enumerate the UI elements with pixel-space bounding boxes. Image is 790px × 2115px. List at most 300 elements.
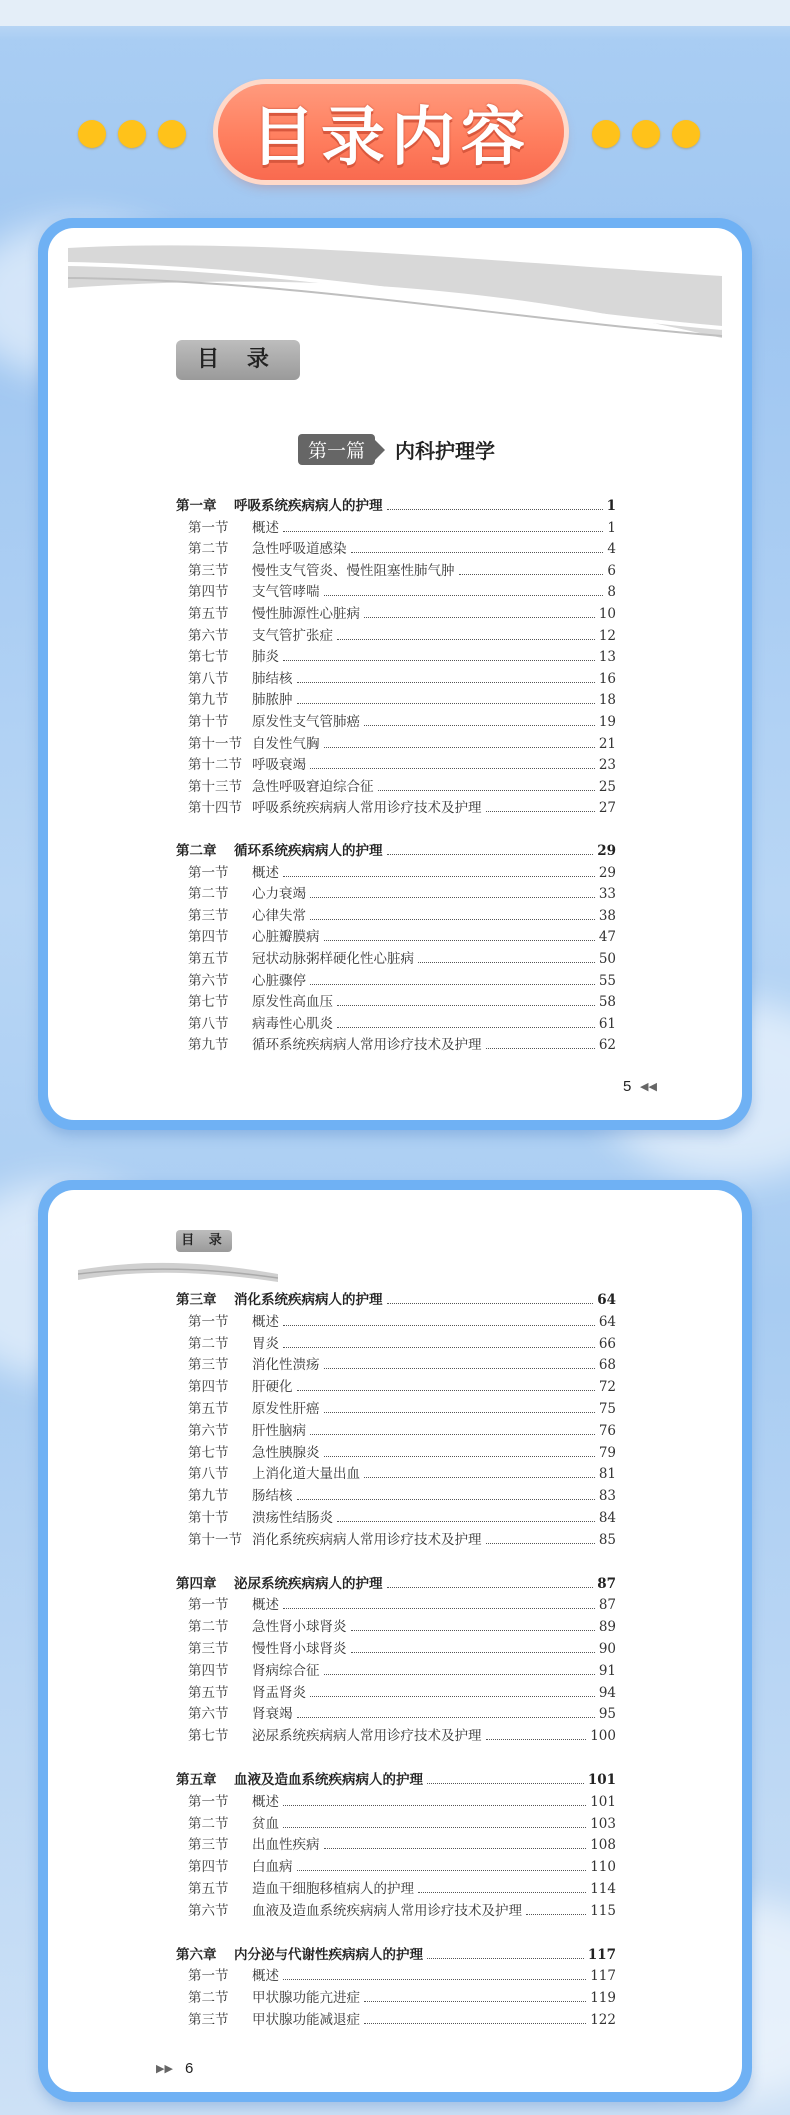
section-number: 第二节 <box>188 1815 229 1832</box>
page-ref: 64 <box>597 1292 616 1308</box>
page-ref: 27 <box>598 800 616 817</box>
toc-section-row <box>188 1012 616 1032</box>
section-title: 概述 <box>252 1793 279 1810</box>
top-band <box>0 0 790 26</box>
page-ref: 8 <box>607 584 616 601</box>
section-number: 第八节 <box>188 1015 229 1032</box>
page-ref: 114 <box>590 1881 616 1897</box>
toc-section-row <box>188 1353 616 1373</box>
dot-leader <box>310 1696 595 1697</box>
section-title: 心脏瓣膜病 <box>252 929 320 946</box>
page-ref: 21 <box>598 735 616 752</box>
page-ref: 84 <box>598 1510 616 1526</box>
section-number: 第四节 <box>188 1859 229 1876</box>
right-dots-decoration <box>592 120 700 148</box>
section-number: 第六节 <box>188 1422 229 1439</box>
dot-leader <box>337 639 595 640</box>
dot-leader <box>297 1870 587 1871</box>
toc-section-row <box>188 1702 616 1722</box>
page-ref: 47 <box>598 929 616 946</box>
section-number: 第一节 <box>188 864 229 881</box>
toc-chapter-row <box>176 1572 616 1592</box>
section-number: 第六节 <box>188 627 229 644</box>
toc-section-row <box>188 1724 616 1744</box>
toc-section-row <box>188 1419 616 1439</box>
page-ref: 13 <box>598 649 616 666</box>
section-title: 病毒性心肌炎 <box>252 1015 333 1032</box>
dot-leader <box>337 1027 595 1028</box>
toc-chapter-row <box>176 839 616 859</box>
page-ref: 103 <box>590 1815 616 1832</box>
section-title: 心律失常 <box>252 907 306 924</box>
section-title: 概述 <box>252 1597 279 1614</box>
page-arrow-icon: ◀◀ <box>640 1081 657 1093</box>
toc-section-row <box>188 537 616 557</box>
toc-section-row <box>188 1310 616 1330</box>
part-label: 第一篇 <box>298 434 375 465</box>
toc-section-row <box>188 1812 616 1832</box>
dot-leader <box>486 1739 587 1740</box>
toc-section-row <box>188 775 616 795</box>
toc-heading: 目 录 <box>176 1230 232 1252</box>
page-ref: 10 <box>598 606 616 622</box>
page-number: 5 <box>623 1078 632 1095</box>
toc-section-row <box>188 688 616 708</box>
section-title: 出血性疾病 <box>252 1837 320 1854</box>
page-number: 6 <box>185 2060 194 2077</box>
section-number: 第十节 <box>188 714 229 730</box>
section-title: 消化系统疾病病人常用诊疗技术及护理 <box>252 1531 482 1548</box>
page-ref: 55 <box>598 972 616 989</box>
swoosh-decoration <box>48 228 742 358</box>
toc-section-row <box>188 667 616 687</box>
section-title: 泌尿系统疾病病人常用诊疗技术及护理 <box>252 1728 482 1745</box>
section-number: 第四节 <box>188 1662 229 1679</box>
page-ref: 87 <box>597 1575 616 1592</box>
section-title: 支气管哮喘 <box>252 584 320 601</box>
page-ref: 83 <box>598 1488 616 1505</box>
dot-leader <box>297 1390 595 1391</box>
page-ref: 33 <box>598 886 616 903</box>
section-title: 循环系统疾病病人常用诊疗技术及护理 <box>252 1037 482 1054</box>
dot-leader <box>418 962 595 963</box>
section-title: 原发性高血压 <box>252 994 333 1011</box>
section-number: 第七节 <box>188 1444 229 1461</box>
dot-leader <box>364 617 595 618</box>
dot-leader <box>364 2023 586 2024</box>
toc-section-row <box>188 1833 616 1853</box>
page-ref: 90 <box>598 1641 616 1657</box>
part-header <box>298 434 495 465</box>
dot-leader <box>418 1892 586 1893</box>
toc-section-row <box>188 969 616 989</box>
section-number: 第十一节 <box>188 735 242 752</box>
section-number: 第六节 <box>188 972 229 989</box>
section-number: 第九节 <box>188 1488 229 1505</box>
toc-chapter-row <box>176 1288 616 1308</box>
toc-section-row <box>188 1033 616 1053</box>
dot-leader <box>351 1652 595 1653</box>
chapter-title: 泌尿系统疾病病人的护理 <box>234 1575 383 1592</box>
section-title: 上消化道大量出血 <box>252 1466 360 1483</box>
chapter-number: 第三章 <box>176 1292 217 1308</box>
section-number: 第十节 <box>188 1510 229 1526</box>
part-title: 内科护理学 <box>395 439 496 463</box>
dot-leader <box>364 2001 586 2002</box>
dot-leader <box>427 1958 584 1959</box>
section-number: 第二节 <box>188 886 229 903</box>
page-ref: 85 <box>598 1531 616 1548</box>
dot-leader <box>387 509 603 510</box>
section-title: 肾病综合征 <box>252 1662 320 1679</box>
dot-leader <box>486 1543 595 1544</box>
section-number: 第十四节 <box>188 800 242 817</box>
section-number: 第一节 <box>188 1968 229 1985</box>
toc-section-row <box>188 1441 616 1461</box>
toc-section-row <box>188 732 616 752</box>
toc-page-1-card <box>38 218 752 1130</box>
page-ref: 1 <box>607 519 616 536</box>
dot-leader <box>324 747 595 748</box>
toc-section-row <box>188 796 616 816</box>
page-ref: 61 <box>598 1015 616 1032</box>
toc-section-row <box>188 1899 616 1919</box>
section-number: 第三节 <box>188 1641 229 1657</box>
section-title: 概述 <box>252 1968 279 1985</box>
chapter-title: 消化系统疾病病人的护理 <box>234 1292 383 1308</box>
dot-leader <box>297 1717 595 1718</box>
section-title: 白血病 <box>252 1859 293 1876</box>
section-title: 原发性支气管肺癌 <box>252 714 360 730</box>
dot-leader <box>283 1347 595 1348</box>
section-title: 肾衰竭 <box>252 1706 293 1723</box>
section-number: 第十二节 <box>188 757 242 774</box>
toc-section-row <box>188 1484 616 1504</box>
section-number: 第五节 <box>188 606 229 622</box>
chapter-title: 内分泌与代谢性疾病病人的护理 <box>234 1946 423 1963</box>
page-ref: 75 <box>598 1401 616 1417</box>
page-ref: 100 <box>590 1728 616 1745</box>
toc-section-row <box>188 602 616 622</box>
toc-section-row <box>188 925 616 945</box>
left-dots-decoration <box>78 120 186 148</box>
dot-leader <box>324 940 595 941</box>
section-number: 第五节 <box>188 951 229 967</box>
toc-section-row <box>188 1855 616 1875</box>
dot-leader <box>337 1005 595 1006</box>
page-ref: 68 <box>598 1357 616 1374</box>
page-arrow-icon: ▶▶ <box>156 2063 173 2075</box>
section-title: 贫血 <box>252 1815 279 1832</box>
section-title: 概述 <box>252 1313 279 1330</box>
page-ref: 101 <box>587 1772 616 1788</box>
toc-chapter-row <box>176 1768 616 1788</box>
page-ref: 115 <box>590 1902 616 1919</box>
section-number: 第一节 <box>188 1793 229 1810</box>
section-title: 心脏骤停 <box>252 972 306 989</box>
toc-section-row <box>188 1375 616 1395</box>
section-title: 呼吸系统疾病病人常用诊疗技术及护理 <box>252 800 482 817</box>
dot-leader <box>283 531 603 532</box>
toc-section-row <box>188 1506 616 1526</box>
dot-leader <box>324 1848 587 1849</box>
section-number: 第五节 <box>188 1401 229 1417</box>
dot-leader <box>387 1587 594 1588</box>
toc-section-row <box>188 2008 616 2028</box>
section-title: 慢性肾小球肾炎 <box>252 1641 347 1657</box>
banner-title-pill <box>218 84 564 180</box>
page-ref: 76 <box>598 1422 616 1439</box>
toc-section-row <box>188 645 616 665</box>
section-number: 第一节 <box>188 1313 229 1330</box>
part-arrow-icon <box>375 440 385 460</box>
section-number: 第三节 <box>188 1837 229 1854</box>
dot-leader <box>297 703 595 704</box>
toc-section-row <box>188 882 616 902</box>
section-number: 第一节 <box>188 1597 229 1614</box>
section-number: 第三节 <box>188 2012 229 2028</box>
page-ref: 50 <box>598 951 616 967</box>
page-ref: 122 <box>590 2012 616 2028</box>
page-ref: 16 <box>598 670 616 687</box>
page-ref: 117 <box>587 1946 616 1963</box>
page-ref: 79 <box>598 1444 616 1461</box>
page-ref: 19 <box>598 714 616 730</box>
toc-section-row <box>188 710 616 730</box>
page-ref: 101 <box>590 1793 616 1810</box>
section-title: 血液及造血系统疾病病人常用诊疗技术及护理 <box>252 1902 522 1919</box>
section-title: 概述 <box>252 864 279 881</box>
dot-leader <box>427 1783 584 1784</box>
section-number: 第十一节 <box>188 1531 242 1548</box>
page-ref: 4 <box>607 541 616 558</box>
page-ref: 29 <box>598 864 616 881</box>
section-title: 自发性气胸 <box>252 735 320 752</box>
chapter-title: 循环系统疾病病人的护理 <box>234 843 383 859</box>
dot-leader <box>283 660 595 661</box>
toc-page-1 <box>48 228 742 1120</box>
chapter-number: 第一章 <box>176 498 217 514</box>
toc-section-row <box>188 580 616 600</box>
dot-leader <box>364 725 595 726</box>
chapter-number: 第六章 <box>176 1946 217 1963</box>
section-number: 第二节 <box>188 1990 229 2007</box>
toc-chapter-row <box>176 1943 616 1963</box>
banner-title: 目录内容 <box>251 101 531 175</box>
section-number: 第二节 <box>188 1619 229 1636</box>
page-ref: 117 <box>590 1968 616 1985</box>
section-number: 第八节 <box>188 670 229 687</box>
dot-leader <box>324 1674 595 1675</box>
section-title: 慢性支气管炎、慢性阻塞性肺气肿 <box>252 562 455 579</box>
section-title: 支气管扩张症 <box>252 627 333 644</box>
toc-section-row <box>188 624 616 644</box>
section-title: 消化性溃疡 <box>252 1357 320 1374</box>
chapter-number: 第五章 <box>176 1772 217 1788</box>
toc-section-row <box>188 1964 616 1984</box>
toc-section-row <box>188 1615 616 1635</box>
section-number: 第五节 <box>188 1684 229 1701</box>
dot-leader <box>324 595 604 596</box>
dot-leader <box>324 1368 595 1369</box>
section-title: 呼吸衰竭 <box>252 757 306 774</box>
toc-section-row <box>188 1332 616 1352</box>
dot-leader <box>283 1608 595 1609</box>
dot-leader <box>387 854 594 855</box>
page-ref: 66 <box>598 1335 616 1352</box>
section-title: 肺炎 <box>252 649 279 666</box>
dot-leader <box>297 682 595 683</box>
toc-section-row <box>188 1462 616 1482</box>
dot-leader <box>310 919 595 920</box>
toc-section-row <box>188 1877 616 1897</box>
dot-leader <box>283 876 595 877</box>
dot-leader <box>283 1325 595 1326</box>
page-ref: 95 <box>598 1706 616 1723</box>
page-ref: 110 <box>590 1859 616 1876</box>
section-title: 肠结核 <box>252 1488 293 1505</box>
toc-section-row <box>188 1659 616 1679</box>
section-title: 急性胰腺炎 <box>252 1444 320 1461</box>
section-title: 概述 <box>252 519 279 536</box>
section-title: 肺结核 <box>252 670 293 687</box>
section-number: 第七节 <box>188 1728 229 1745</box>
dot-leader <box>310 1434 595 1435</box>
toc-section-row <box>188 753 616 773</box>
toc-page-2-card <box>38 1180 752 2102</box>
section-number: 第六节 <box>188 1706 229 1723</box>
dot-leader <box>459 574 604 575</box>
dot-leader <box>310 768 595 769</box>
section-number: 第八节 <box>188 1466 229 1483</box>
dot-leader <box>378 790 595 791</box>
dot-leader <box>486 1048 595 1049</box>
section-title: 肝性脑病 <box>252 1422 306 1439</box>
section-title: 冠状动脉粥样硬化性心脏病 <box>252 951 414 967</box>
section-number: 第三节 <box>188 562 229 579</box>
page-ref: 119 <box>590 1990 616 2007</box>
toc-section-row <box>188 1637 616 1657</box>
toc-section-row <box>188 904 616 924</box>
page-ref: 62 <box>598 1037 616 1054</box>
section-number: 第二节 <box>188 1335 229 1352</box>
chapter-number: 第四章 <box>176 1575 217 1592</box>
page-ref: 72 <box>598 1379 616 1396</box>
section-number: 第三节 <box>188 1357 229 1374</box>
page-ref: 87 <box>598 1597 616 1614</box>
section-title: 心力衰竭 <box>252 886 306 903</box>
toc-chapter-row <box>176 494 616 514</box>
section-number: 第十三节 <box>188 778 242 795</box>
section-number: 第一节 <box>188 519 229 536</box>
dot-leader <box>486 811 595 812</box>
section-title: 溃疡性结肠炎 <box>252 1510 333 1526</box>
dot-leader <box>526 1914 586 1915</box>
page-ref: 64 <box>598 1313 616 1330</box>
section-title: 原发性肝癌 <box>252 1401 320 1417</box>
page-ref: 12 <box>598 627 616 644</box>
page-ref: 81 <box>598 1466 616 1483</box>
page-ref: 58 <box>598 994 616 1011</box>
section-number: 第七节 <box>188 994 229 1011</box>
toc-section-row <box>188 559 616 579</box>
toc-section-row <box>188 1986 616 2006</box>
toc-section-row <box>188 516 616 536</box>
page-ref: 18 <box>598 692 616 709</box>
toc-section-row <box>188 1528 616 1548</box>
page-ref: 108 <box>590 1837 616 1854</box>
section-title: 甲状腺功能亢进症 <box>252 1990 360 2007</box>
chapter-number: 第二章 <box>176 843 217 859</box>
dot-leader <box>351 552 604 553</box>
section-number: 第九节 <box>188 692 229 709</box>
dot-leader <box>310 897 595 898</box>
section-number: 第四节 <box>188 584 229 601</box>
section-number: 第四节 <box>188 929 229 946</box>
section-number: 第五节 <box>188 1881 229 1897</box>
page-ref: 38 <box>598 907 616 924</box>
page-ref: 94 <box>598 1684 616 1701</box>
dot-leader <box>351 1630 595 1631</box>
toc-section-row <box>188 990 616 1010</box>
dot-leader <box>387 1303 594 1304</box>
dot-leader <box>337 1521 595 1522</box>
section-title: 造血干细胞移植病人的护理 <box>252 1881 414 1897</box>
dot-leader <box>324 1412 595 1413</box>
toc-page-2 <box>48 1190 742 2092</box>
dot-leader <box>310 984 595 985</box>
section-title: 急性肾小球肾炎 <box>252 1619 347 1636</box>
page-ref: 89 <box>598 1619 616 1636</box>
section-number: 第九节 <box>188 1037 229 1054</box>
page-ref: 6 <box>607 562 616 579</box>
toc-section-row <box>188 1681 616 1701</box>
dot-leader <box>324 1456 595 1457</box>
dot-leader <box>283 1979 586 1980</box>
section-title: 急性呼吸窘迫综合征 <box>252 778 374 795</box>
section-number: 第二节 <box>188 541 229 558</box>
page-ref: 91 <box>598 1662 616 1679</box>
dot-leader <box>283 1805 586 1806</box>
section-number: 第四节 <box>188 1379 229 1396</box>
toc-section-row <box>188 1593 616 1613</box>
section-title: 肾盂肾炎 <box>252 1684 306 1701</box>
dot-leader <box>364 1477 595 1478</box>
toc-section-row <box>188 1790 616 1810</box>
section-title: 肝硬化 <box>252 1379 293 1396</box>
page-ref: 29 <box>597 843 616 859</box>
toc-section-row <box>188 861 616 881</box>
toc-section-row <box>188 1397 616 1417</box>
section-number: 第七节 <box>188 649 229 666</box>
section-title: 胃炎 <box>252 1335 279 1352</box>
chapter-title: 呼吸系统疾病病人的护理 <box>234 498 383 514</box>
chapter-title: 血液及造血系统疾病病人的护理 <box>234 1772 423 1788</box>
section-title: 慢性肺源性心脏病 <box>252 606 360 622</box>
dot-leader <box>297 1499 595 1500</box>
page-ref: 25 <box>598 778 616 795</box>
toc-heading: 目 录 <box>176 340 300 380</box>
page-ref: 23 <box>598 757 616 774</box>
section-title: 甲状腺功能减退症 <box>252 2012 360 2028</box>
toc-section-row <box>188 947 616 967</box>
page-ref: 1 <box>606 498 616 514</box>
dot-leader <box>283 1827 586 1828</box>
section-number: 第三节 <box>188 907 229 924</box>
section-number: 第六节 <box>188 1902 229 1919</box>
section-title: 肺脓肿 <box>252 692 293 709</box>
section-title: 急性呼吸道感染 <box>252 541 347 558</box>
